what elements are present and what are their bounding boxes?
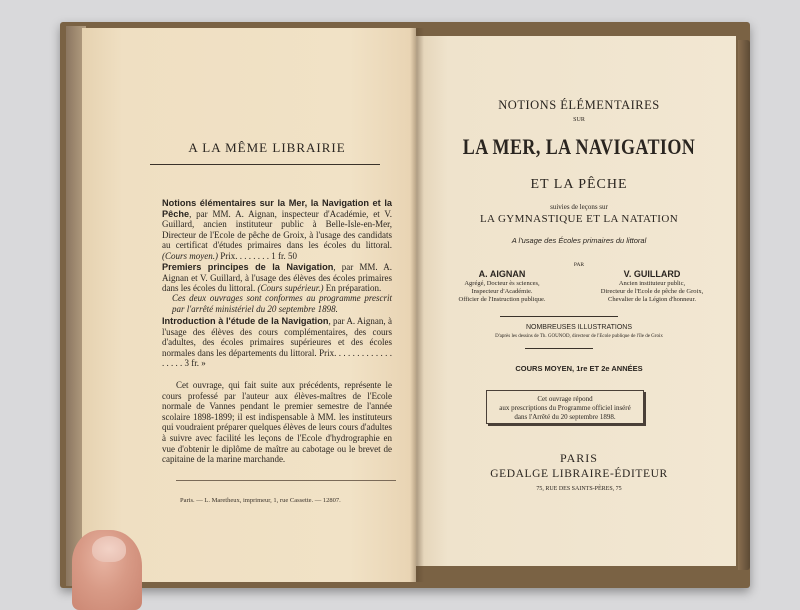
main-title: LA MER, LA NAVIGATION: [462, 134, 696, 159]
illustrations-note: D'après les dessins de Th. GOUNOD, directeur de l'Ecole publique de l'île de Groix: [495, 334, 663, 339]
catalog-item-1: [162, 198, 392, 262]
item3-text: , par A. Aignan, à l'usage des élèves des cours complémentaires, des cours d'adultes, des écoles primaires supérieures et des écoles normales dans les départements du littoral.: [162, 316, 392, 358]
title-line-1: NOTIONS ÉLÉMENTAIRES: [498, 98, 660, 112]
city: PARIS: [560, 451, 598, 465]
publisher-address: 75, RUE DES SAINTS-PÈRES, 75: [536, 486, 622, 492]
author-2-name: V. GUILLARD: [623, 269, 681, 279]
left-heading: A LA MÊME LIBRAIRIE: [188, 140, 346, 155]
par-label: PAR: [573, 262, 585, 268]
thumbnail-nail: [92, 536, 126, 562]
item2-note: (Cours supérieur.): [257, 283, 324, 294]
item1-price: Prix. . . . . . . . 1 fr. 50: [220, 250, 298, 261]
divider-rule-2: [525, 348, 593, 349]
author-1-line-3: Officier de l'Instruction publique.: [458, 296, 546, 303]
box-line-3: dans l'Arrêté du 20 septembre 1898.: [514, 413, 616, 421]
item3-title: Introduction à l'étude de la Navigation: [162, 316, 329, 326]
catalog-item-2: [162, 262, 392, 294]
subtitle-intro: suivies de leçons sur: [550, 203, 608, 211]
item1-note: (Cours moyen.): [162, 250, 218, 261]
item2-text: , par MM. A. Aignan et V. Guillard, à l'usage des élèves des écoles primaires dans les écoles du littoral.: [162, 262, 392, 294]
author-2: [582, 270, 722, 304]
author-2-line-3: Chevalier de la Légion d'honneur.: [608, 296, 696, 303]
footer-rule: [176, 480, 396, 481]
title-line-3: ET LA PÊCHE: [530, 177, 628, 192]
item2-title: Premiers principes de la Navigation: [162, 262, 334, 272]
subtitle-main: LA GYMNASTIQUE ET LA NATATION: [479, 213, 679, 225]
author-2-line-1: Ancien instituteur public,: [618, 280, 686, 287]
box-line-1: Cet ouvrage répond: [537, 395, 593, 403]
usage-line: A l'usage des Écoles primaires du littoral: [511, 236, 647, 245]
item1-title: Notions élémentaires sur la Mer, la Navigation et la Pêche: [162, 198, 392, 219]
book-gutter: [410, 28, 424, 582]
official-program-box: [486, 390, 644, 424]
author-1-line-1: Agrégé, Docteur ès sciences,: [464, 280, 540, 287]
course-label: COURS MOYEN, 1re ET 2e ANNÉES: [515, 364, 643, 373]
author-1-line-2: Inspecteur d'Académie.: [471, 288, 533, 295]
item2-status: En préparation.: [325, 283, 382, 294]
box-line-2: aux prescriptions du Programme officiel inséré: [499, 404, 631, 412]
publisher: GEDALGE LIBRAIRE-ÉDITEUR: [490, 468, 668, 480]
heading-rule: [150, 164, 380, 165]
title-sur: SUR: [573, 117, 585, 123]
printer-footer: Paris. — L. Maretheux, imprimeur, 1, rue Cassette. — 12807.: [180, 496, 341, 504]
divider-rule: [500, 316, 618, 317]
illustrations-label: NOMBREUSES ILLUSTRATIONS: [525, 324, 633, 331]
author-1: [432, 270, 572, 304]
item2-remark: Ces deux ouvrages sont conformes au programme prescrit par l'arrêté ministériel du 20 septembre 1898.: [172, 293, 392, 314]
author-1-name: A. AIGNAN: [478, 269, 526, 279]
item1-text: , par MM. A. Aignan, inspecteur d'Académie, et V. Guillard, ancien instituteur public à Belle-Isle-en-Mer, Directeur de l'Ecole de pêche de Groix, à l'usage des candidats au certificat d'études primaires dans les écoles du littoral.: [162, 208, 392, 251]
book-edge: [738, 40, 750, 570]
catalog-item-3: [162, 316, 392, 369]
item3-description: Cet ouvrage, qui fait suite aux précédents, représente le cours professé par l'auteur aux élèves-maîtres de l'Ecole normale de Vannes pendant le premier semestre de l'année scolaire 1898-1899; il est indispensable à MM. les instituteurs qui voudraient préparer quelques élèves de leurs cours d'adultes à suivre avec facilité les leçons de l'Ecole d'hydrographie en vue d'obtenir le diplôme de maître au cabotage ou le brevet de capitaine de la marine marchande.: [162, 380, 392, 465]
item3-price: Prix. . . . . . . . . . . . . . . . . . 3 fr. »: [162, 347, 392, 369]
author-2-line-2: Directeur de l'Ecole de pêche de Groix,: [600, 288, 704, 295]
